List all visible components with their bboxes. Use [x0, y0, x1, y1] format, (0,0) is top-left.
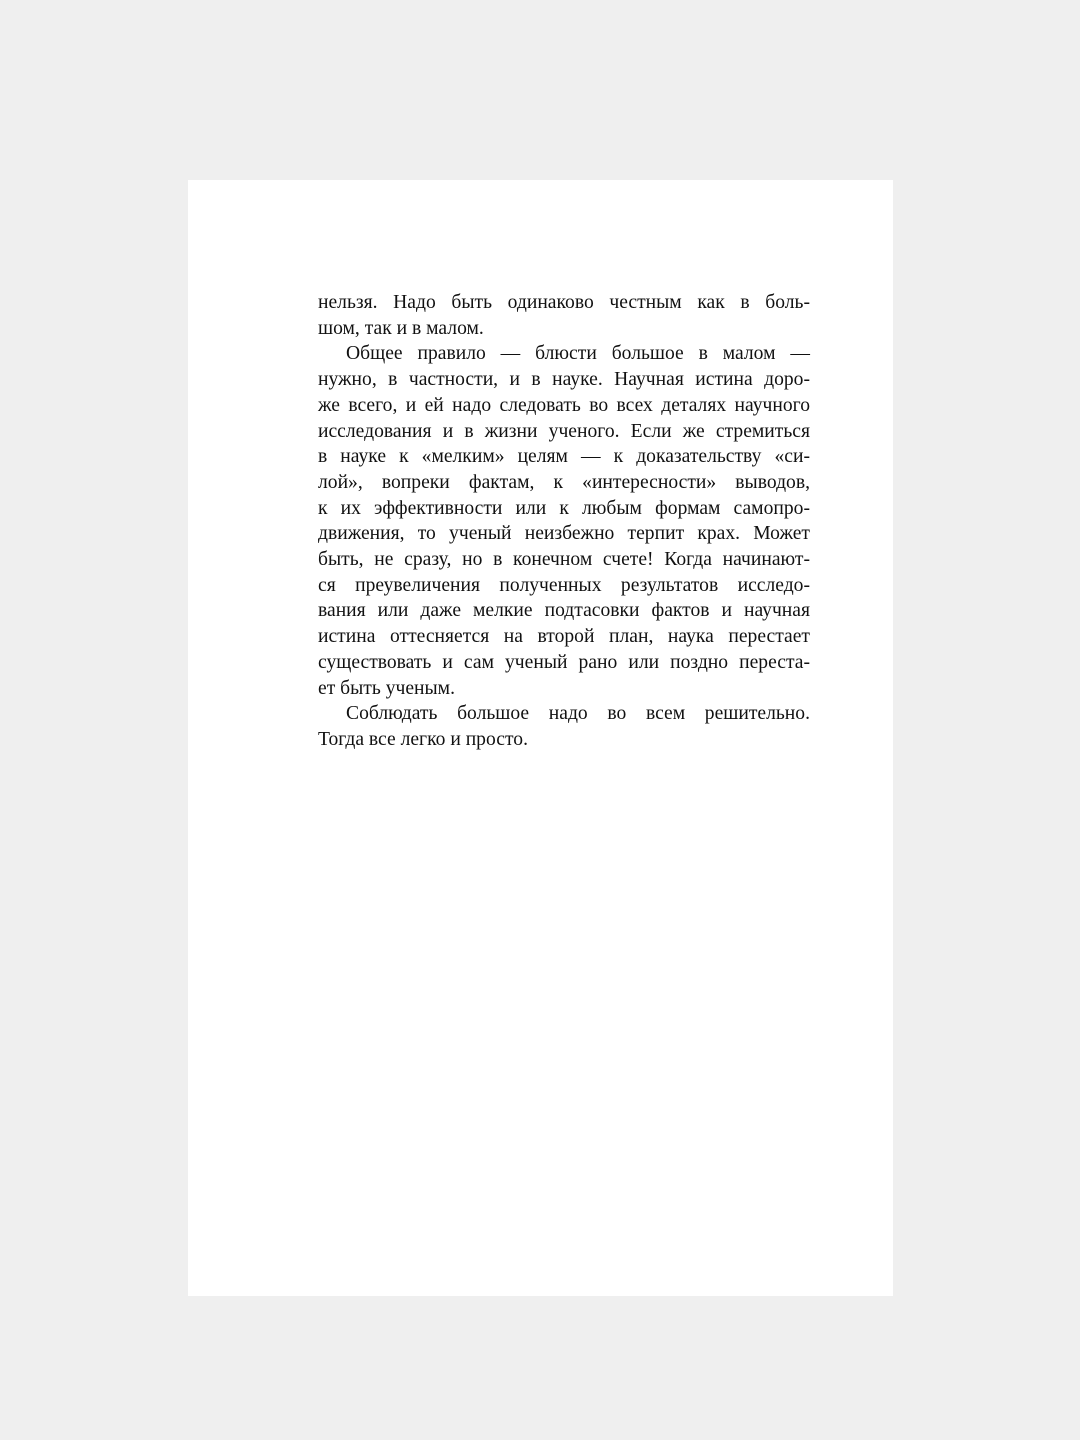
text-line: Тогда все легко и просто.	[318, 728, 528, 750]
text-line: исследования и в жизни ученого. Если же стремиться	[318, 420, 810, 442]
paragraph	[318, 290, 810, 341]
text-line: Общее правило — блюсти большое в малом —	[346, 343, 810, 365]
body-text	[318, 290, 810, 753]
text-line: в науке к «мелким» целям — к доказательству «си-	[318, 446, 810, 468]
text-line: существовать и сам ученый рано или поздно переста-	[318, 651, 810, 673]
book-page	[188, 180, 893, 1296]
text-line: же всего, и ей надо следовать во всех деталях научного	[318, 394, 810, 416]
text-line: к их эффективности или к любым формам самопро-	[318, 497, 810, 519]
paragraph	[318, 341, 810, 701]
text-line: движения, то ученый неизбежно терпит крах. Может	[318, 523, 810, 545]
text-line: шом, так и в малом.	[318, 317, 484, 339]
text-line: ся преувеличения полученных результатов исследо-	[318, 574, 810, 596]
text-line: лой», вопреки фактам, к «интересности» выводов,	[318, 471, 810, 493]
text-line: нужно, в частности, и в науке. Научная истина доро-	[318, 369, 810, 391]
text-line: нельзя. Надо быть одинаково честным как в боль-	[318, 292, 810, 313]
text-line: истина оттесняется на второй план, наука перестает	[318, 626, 810, 648]
paragraph	[318, 701, 810, 752]
text-line: вания или даже мелкие подтасовки фактов и научная	[318, 600, 810, 622]
text-line: ет быть ученым.	[318, 677, 455, 699]
text-line: Соблюдать большое надо во всем решительно.	[346, 703, 810, 725]
text-line: быть, не сразу, но в конечном счете! Когда начинают-	[318, 549, 810, 571]
